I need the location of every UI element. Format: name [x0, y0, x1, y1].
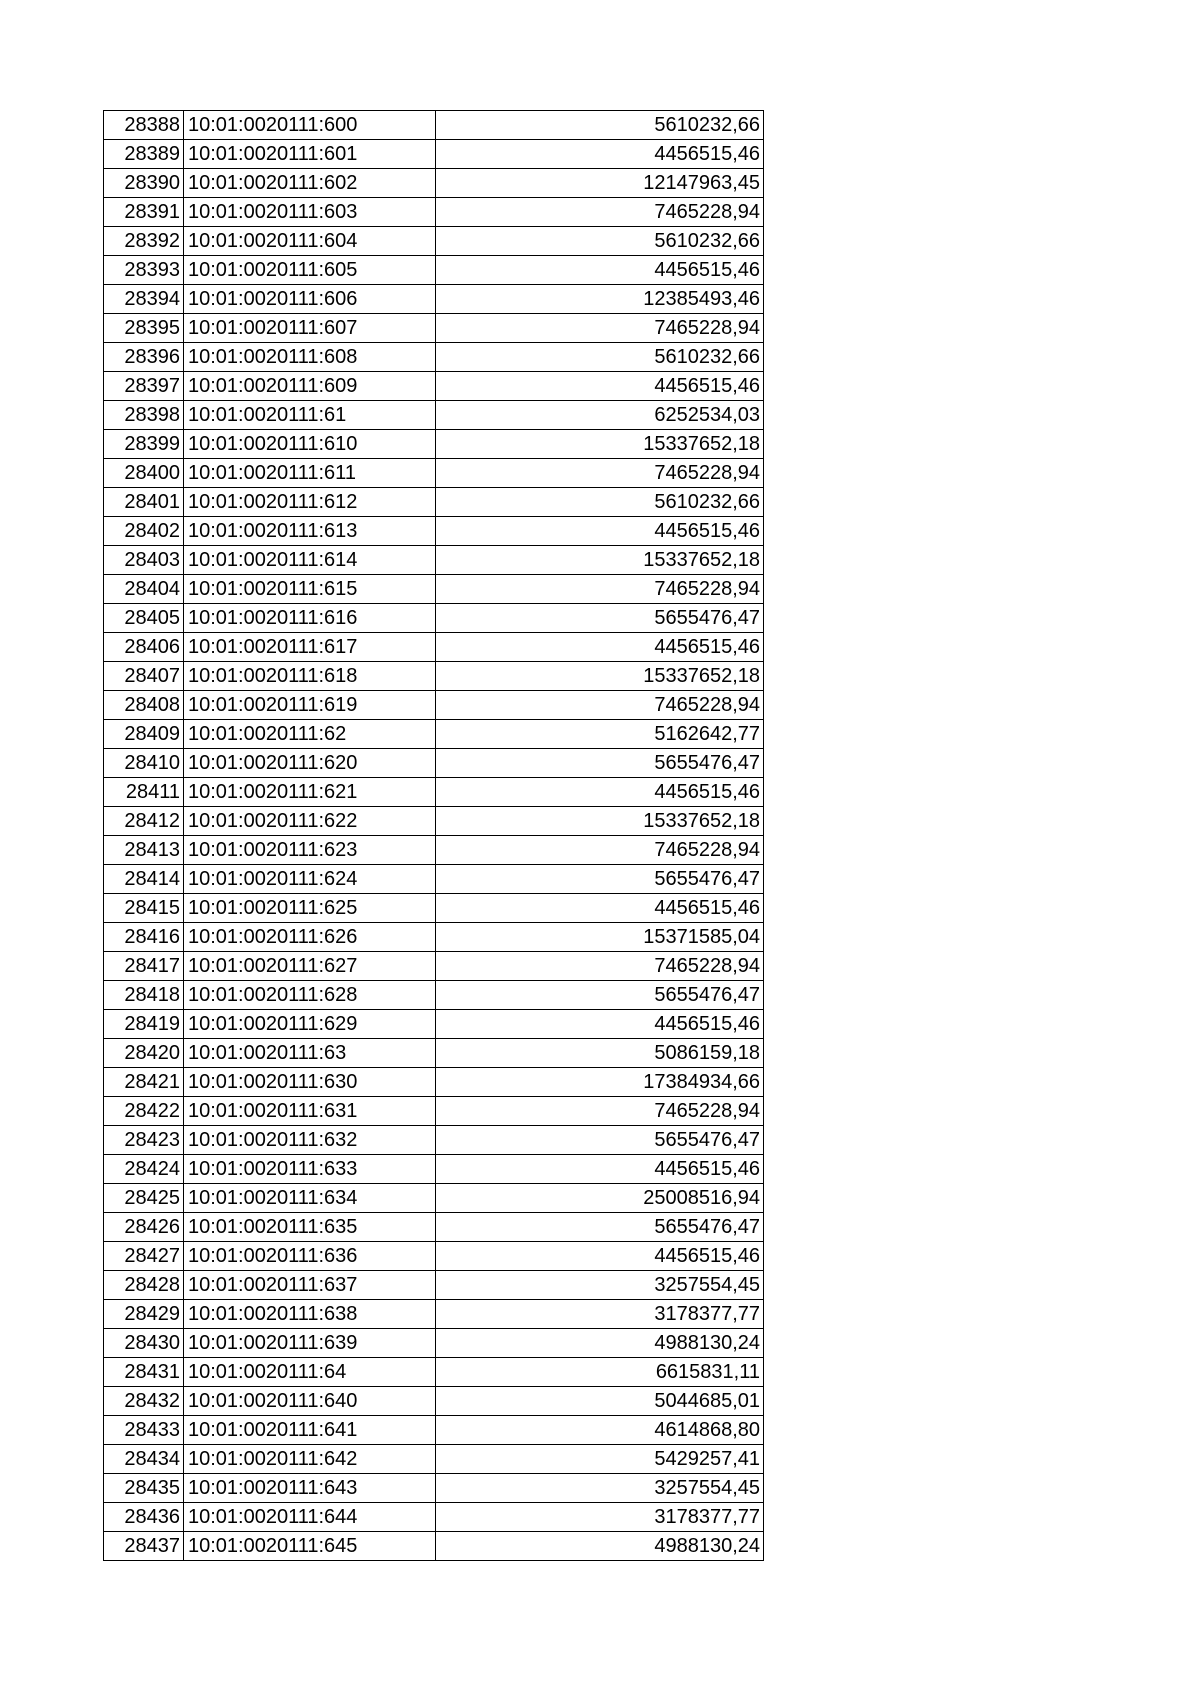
row-number-cell: 28425	[104, 1184, 184, 1213]
row-number-cell: 28416	[104, 923, 184, 952]
cadastral-number-cell: 10:01:0020111:625	[184, 894, 436, 923]
row-number-cell: 28396	[104, 343, 184, 372]
table-row	[104, 1010, 764, 1039]
cadastral-value-cell: 6615831,11	[436, 1358, 764, 1387]
cadastral-number-cell: 10:01:0020111:602	[184, 169, 436, 198]
cadastral-value-cell: 4456515,46	[436, 517, 764, 546]
cadastral-value-cell: 4614868,80	[436, 1416, 764, 1445]
cadastral-value-cell: 4456515,46	[436, 372, 764, 401]
row-number-cell: 28388	[104, 111, 184, 140]
table-row	[104, 1097, 764, 1126]
table-row	[104, 952, 764, 981]
row-number-cell: 28421	[104, 1068, 184, 1097]
cadastral-value-cell: 4988130,24	[436, 1532, 764, 1561]
cadastral-number-cell: 10:01:0020111:612	[184, 488, 436, 517]
cadastral-value-cell: 7465228,94	[436, 836, 764, 865]
cadastral-number-cell: 10:01:0020111:642	[184, 1445, 436, 1474]
cadastral-value-cell: 3257554,45	[436, 1271, 764, 1300]
cadastral-number-cell: 10:01:0020111:618	[184, 662, 436, 691]
table-row	[104, 517, 764, 546]
table-row	[104, 198, 764, 227]
table-row	[104, 633, 764, 662]
table-row	[104, 1503, 764, 1532]
cadastral-value-table	[103, 110, 764, 1561]
cadastral-value-cell: 5044685,01	[436, 1387, 764, 1416]
table-row	[104, 1184, 764, 1213]
cadastral-value-cell: 5655476,47	[436, 865, 764, 894]
row-number-cell: 28436	[104, 1503, 184, 1532]
row-number-cell: 28397	[104, 372, 184, 401]
cadastral-number-cell: 10:01:0020111:606	[184, 285, 436, 314]
row-number-cell: 28429	[104, 1300, 184, 1329]
table-row	[104, 575, 764, 604]
row-number-cell: 28427	[104, 1242, 184, 1271]
cadastral-number-cell: 10:01:0020111:608	[184, 343, 436, 372]
cadastral-value-cell: 12385493,46	[436, 285, 764, 314]
row-number-cell: 28430	[104, 1329, 184, 1358]
row-number-cell: 28403	[104, 546, 184, 575]
cadastral-number-cell: 10:01:0020111:637	[184, 1271, 436, 1300]
cadastral-value-cell: 15337652,18	[436, 546, 764, 575]
cadastral-value-cell: 5429257,41	[436, 1445, 764, 1474]
cadastral-value-cell: 4456515,46	[436, 1242, 764, 1271]
row-number-cell: 28412	[104, 807, 184, 836]
row-number-cell: 28404	[104, 575, 184, 604]
cadastral-value-cell: 4456515,46	[436, 140, 764, 169]
row-number-cell: 28406	[104, 633, 184, 662]
row-number-cell: 28414	[104, 865, 184, 894]
cadastral-number-cell: 10:01:0020111:633	[184, 1155, 436, 1184]
cadastral-value-cell: 5655476,47	[436, 981, 764, 1010]
table-row	[104, 691, 764, 720]
cadastral-value-cell: 3257554,45	[436, 1474, 764, 1503]
row-number-cell: 28391	[104, 198, 184, 227]
table-row	[104, 1532, 764, 1561]
table-row	[104, 1300, 764, 1329]
row-number-cell: 28401	[104, 488, 184, 517]
cadastral-number-cell: 10:01:0020111:600	[184, 111, 436, 140]
cadastral-number-cell: 10:01:0020111:613	[184, 517, 436, 546]
cadastral-number-cell: 10:01:0020111:601	[184, 140, 436, 169]
cadastral-value-cell: 4456515,46	[436, 894, 764, 923]
table-row	[104, 894, 764, 923]
cadastral-number-cell: 10:01:0020111:603	[184, 198, 436, 227]
table-row	[104, 720, 764, 749]
row-number-cell: 28393	[104, 256, 184, 285]
row-number-cell: 28426	[104, 1213, 184, 1242]
cadastral-number-cell: 10:01:0020111:620	[184, 749, 436, 778]
cadastral-value-cell: 25008516,94	[436, 1184, 764, 1213]
table-row	[104, 1213, 764, 1242]
table-row	[104, 807, 764, 836]
table-row	[104, 1416, 764, 1445]
cadastral-value-cell: 7465228,94	[436, 459, 764, 488]
cadastral-value-cell: 7465228,94	[436, 198, 764, 227]
cadastral-number-cell: 10:01:0020111:634	[184, 1184, 436, 1213]
cadastral-number-cell: 10:01:0020111:621	[184, 778, 436, 807]
cadastral-value-cell: 5655476,47	[436, 1213, 764, 1242]
cadastral-number-cell: 10:01:0020111:63	[184, 1039, 436, 1068]
row-number-cell: 28411	[104, 778, 184, 807]
cadastral-number-cell: 10:01:0020111:623	[184, 836, 436, 865]
cadastral-number-cell: 10:01:0020111:627	[184, 952, 436, 981]
table-row	[104, 546, 764, 575]
table-row	[104, 749, 764, 778]
row-number-cell: 28410	[104, 749, 184, 778]
cadastral-number-cell: 10:01:0020111:624	[184, 865, 436, 894]
table-row	[104, 1387, 764, 1416]
cadastral-value-cell: 4456515,46	[436, 778, 764, 807]
cadastral-number-cell: 10:01:0020111:605	[184, 256, 436, 285]
cadastral-value-cell: 5655476,47	[436, 1126, 764, 1155]
cadastral-number-cell: 10:01:0020111:628	[184, 981, 436, 1010]
cadastral-number-cell: 10:01:0020111:640	[184, 1387, 436, 1416]
row-number-cell: 28428	[104, 1271, 184, 1300]
cadastral-number-cell: 10:01:0020111:643	[184, 1474, 436, 1503]
cadastral-value-cell: 15337652,18	[436, 430, 764, 459]
row-number-cell: 28407	[104, 662, 184, 691]
row-number-cell: 28420	[104, 1039, 184, 1068]
cadastral-number-cell: 10:01:0020111:636	[184, 1242, 436, 1271]
cadastral-number-cell: 10:01:0020111:622	[184, 807, 436, 836]
cadastral-number-cell: 10:01:0020111:639	[184, 1329, 436, 1358]
table-row	[104, 662, 764, 691]
cadastral-value-cell: 5610232,66	[436, 343, 764, 372]
table-row	[104, 459, 764, 488]
cadastral-number-cell: 10:01:0020111:630	[184, 1068, 436, 1097]
table-row	[104, 227, 764, 256]
row-number-cell: 28413	[104, 836, 184, 865]
cadastral-number-cell: 10:01:0020111:64	[184, 1358, 436, 1387]
row-number-cell: 28418	[104, 981, 184, 1010]
cadastral-value-cell: 7465228,94	[436, 314, 764, 343]
cadastral-number-cell: 10:01:0020111:629	[184, 1010, 436, 1039]
row-number-cell: 28437	[104, 1532, 184, 1561]
cadastral-number-cell: 10:01:0020111:607	[184, 314, 436, 343]
row-number-cell: 28424	[104, 1155, 184, 1184]
table-row	[104, 314, 764, 343]
cadastral-number-cell: 10:01:0020111:617	[184, 633, 436, 662]
table-row	[104, 256, 764, 285]
row-number-cell: 28419	[104, 1010, 184, 1039]
table-row	[104, 1474, 764, 1503]
cadastral-value-cell: 15337652,18	[436, 662, 764, 691]
row-number-cell: 28423	[104, 1126, 184, 1155]
row-number-cell: 28415	[104, 894, 184, 923]
cadastral-number-cell: 10:01:0020111:615	[184, 575, 436, 604]
row-number-cell: 28392	[104, 227, 184, 256]
row-number-cell: 28405	[104, 604, 184, 633]
table-row	[104, 836, 764, 865]
cadastral-number-cell: 10:01:0020111:62	[184, 720, 436, 749]
table-body	[104, 111, 764, 1561]
cadastral-number-cell: 10:01:0020111:631	[184, 1097, 436, 1126]
cadastral-value-cell: 5610232,66	[436, 111, 764, 140]
table-row	[104, 343, 764, 372]
table-row	[104, 865, 764, 894]
cadastral-number-cell: 10:01:0020111:644	[184, 1503, 436, 1532]
row-number-cell: 28409	[104, 720, 184, 749]
row-number-cell: 28390	[104, 169, 184, 198]
table-row	[104, 1242, 764, 1271]
row-number-cell: 28394	[104, 285, 184, 314]
table-row	[104, 604, 764, 633]
row-number-cell: 28389	[104, 140, 184, 169]
cadastral-value-cell: 4456515,46	[436, 1155, 764, 1184]
table-row	[104, 169, 764, 198]
row-number-cell: 28398	[104, 401, 184, 430]
cadastral-value-cell: 15337652,18	[436, 807, 764, 836]
table-row	[104, 401, 764, 430]
row-number-cell: 28417	[104, 952, 184, 981]
cadastral-number-cell: 10:01:0020111:632	[184, 1126, 436, 1155]
table-row	[104, 1329, 764, 1358]
cadastral-value-cell: 5655476,47	[436, 749, 764, 778]
table-row	[104, 1039, 764, 1068]
cadastral-value-cell: 5086159,18	[436, 1039, 764, 1068]
cadastral-value-cell: 5610232,66	[436, 227, 764, 256]
cadastral-number-cell: 10:01:0020111:638	[184, 1300, 436, 1329]
table-row	[104, 778, 764, 807]
cadastral-number-cell: 10:01:0020111:609	[184, 372, 436, 401]
cadastral-value-cell: 7465228,94	[436, 691, 764, 720]
table-row	[104, 1358, 764, 1387]
row-number-cell: 28402	[104, 517, 184, 546]
table-row	[104, 1271, 764, 1300]
cadastral-value-cell: 7465228,94	[436, 575, 764, 604]
cadastral-number-cell: 10:01:0020111:616	[184, 604, 436, 633]
cadastral-value-cell: 5655476,47	[436, 604, 764, 633]
row-number-cell: 28399	[104, 430, 184, 459]
table-row	[104, 981, 764, 1010]
table-row	[104, 1155, 764, 1184]
cadastral-value-cell: 4456515,46	[436, 256, 764, 285]
row-number-cell: 28395	[104, 314, 184, 343]
table-row	[104, 285, 764, 314]
cadastral-number-cell: 10:01:0020111:61	[184, 401, 436, 430]
cadastral-value-cell: 7465228,94	[436, 1097, 764, 1126]
cadastral-value-cell: 6252534,03	[436, 401, 764, 430]
cadastral-value-cell: 17384934,66	[436, 1068, 764, 1097]
row-number-cell: 28400	[104, 459, 184, 488]
cadastral-number-cell: 10:01:0020111:626	[184, 923, 436, 952]
row-number-cell: 28431	[104, 1358, 184, 1387]
table-row	[104, 1068, 764, 1097]
table-row	[104, 111, 764, 140]
cadastral-number-cell: 10:01:0020111:635	[184, 1213, 436, 1242]
table-row	[104, 372, 764, 401]
cadastral-value-cell: 4988130,24	[436, 1329, 764, 1358]
cadastral-number-cell: 10:01:0020111:645	[184, 1532, 436, 1561]
cadastral-number-cell: 10:01:0020111:641	[184, 1416, 436, 1445]
cadastral-value-cell: 3178377,77	[436, 1300, 764, 1329]
table-row	[104, 1445, 764, 1474]
cadastral-value-cell: 4456515,46	[436, 1010, 764, 1039]
table-row	[104, 430, 764, 459]
cadastral-value-cell: 4456515,46	[436, 633, 764, 662]
row-number-cell: 28435	[104, 1474, 184, 1503]
cadastral-value-cell: 5162642,77	[436, 720, 764, 749]
row-number-cell: 28433	[104, 1416, 184, 1445]
row-number-cell: 28422	[104, 1097, 184, 1126]
cadastral-value-cell: 15371585,04	[436, 923, 764, 952]
cadastral-number-cell: 10:01:0020111:610	[184, 430, 436, 459]
table-row	[104, 140, 764, 169]
cadastral-number-cell: 10:01:0020111:604	[184, 227, 436, 256]
cadastral-value-cell: 3178377,77	[436, 1503, 764, 1532]
table-row	[104, 488, 764, 517]
cadastral-number-cell: 10:01:0020111:611	[184, 459, 436, 488]
row-number-cell: 28434	[104, 1445, 184, 1474]
row-number-cell: 28432	[104, 1387, 184, 1416]
row-number-cell: 28408	[104, 691, 184, 720]
cadastral-value-cell: 12147963,45	[436, 169, 764, 198]
cadastral-number-cell: 10:01:0020111:614	[184, 546, 436, 575]
cadastral-value-cell: 7465228,94	[436, 952, 764, 981]
cadastral-number-cell: 10:01:0020111:619	[184, 691, 436, 720]
table-row	[104, 923, 764, 952]
cadastral-value-cell: 5610232,66	[436, 488, 764, 517]
table-row	[104, 1126, 764, 1155]
